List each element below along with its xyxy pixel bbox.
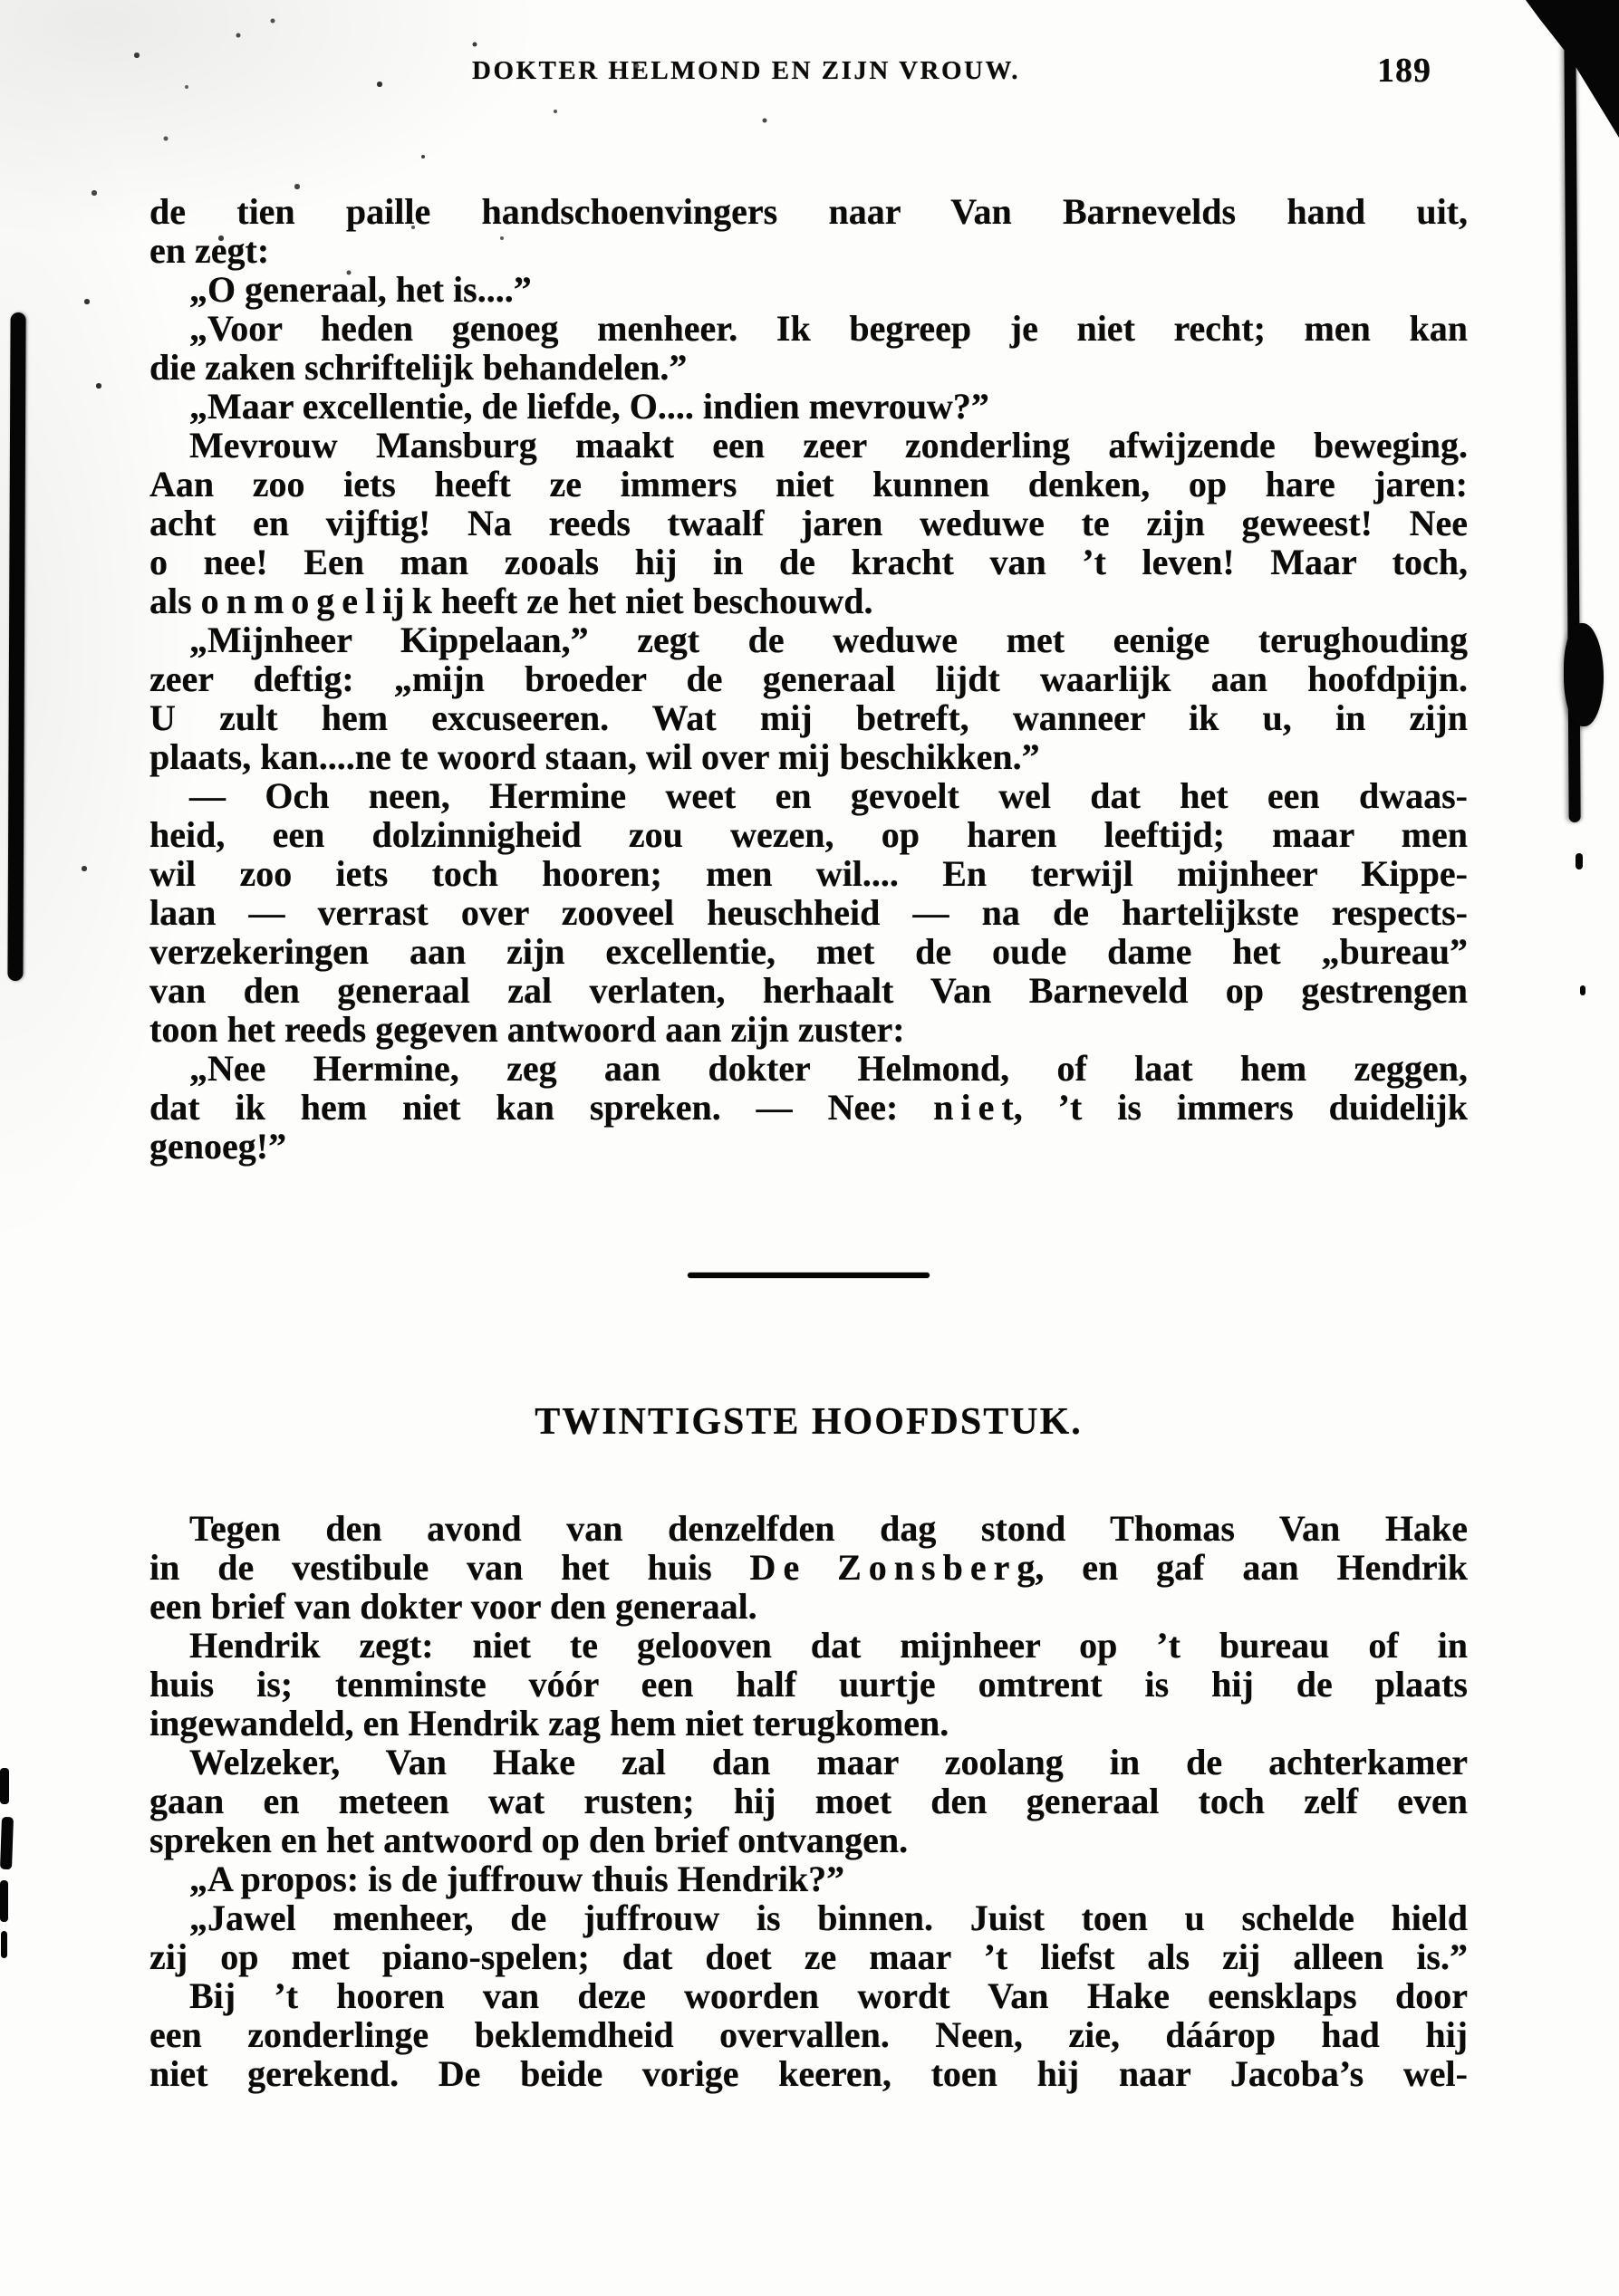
- text-line: U zult hem excuseeren. Wat mij betreft, wanneer ik u, in zijn: [149, 697, 1468, 738]
- text-line: Hendrik zegt: niet te gelooven dat mijnheer op ’t bureau of in: [189, 1625, 1468, 1666]
- text-line: Tegen den avond van denzelfden dag stond Thomas Van Hake: [189, 1508, 1468, 1549]
- right-edge-ink-speck-artifact: [1576, 853, 1583, 869]
- text-line: niet gerekend. De beide vorige keeren, toen hij naar Jacoba’s wel-: [149, 2053, 1468, 2094]
- text-line: in de vestibule van het huis D e Z o n s b e r g, en gaf aan Hendrik: [149, 1547, 1468, 1588]
- text-line: spreken en het antwoord op den brief ontvangen.: [149, 1820, 909, 1860]
- text-line: Bij ’t hooren van deze woorden wordt Van Hake eensklaps door: [189, 1975, 1468, 2016]
- paragraph: [149, 1049, 1468, 1166]
- left-edge-ink-tick-artifact: [0, 1880, 8, 1922]
- paragraph: [149, 387, 1468, 426]
- paragraph: [149, 1743, 1468, 1859]
- right-edge-ink-speck-artifact: [1580, 985, 1585, 995]
- text-line: een brief van dokter voor den generaal.: [149, 1586, 757, 1627]
- section-divider: [688, 1273, 930, 1278]
- text-line: plaats, kan....ne te woord staan, wil over mij beschikken.”: [149, 736, 1040, 777]
- text-line: verzekeringen aan zijn excellentie, met de oude dame het „bureau”: [149, 931, 1468, 972]
- paragraph: [149, 426, 1468, 620]
- paragraph: [149, 1898, 1468, 1976]
- paper-specks-artifact: [0, 0, 2, 2]
- text-line: „Nee Hermine, zeg aan dokter Helmond, of laat hem zeggen,: [189, 1048, 1468, 1089]
- text-line: acht en vijftig! Na reeds twaalf jaren weduwe te zijn geweest! Nee: [149, 503, 1468, 543]
- paragraph: [149, 309, 1468, 387]
- paragraph: [149, 270, 1468, 309]
- text-line: en zegt:: [149, 230, 270, 271]
- text-line: „O generaal, het is....”: [189, 269, 532, 310]
- running-title: DOKTER HELMOND EN ZIJN VROUW.: [472, 56, 1021, 85]
- text-line: gaan en meteen wat rusten; hij moet den generaal toch zelf even: [149, 1781, 1468, 1821]
- left-edge-ink-tick-artifact: [0, 1768, 9, 1804]
- text-line: de tien paille handschoenvingers naar Van Barnevelds hand uit,: [149, 191, 1468, 232]
- text-line: „Jawel menheer, de juffrouw is binnen. Juist toen u schelde hield: [189, 1897, 1468, 1938]
- chapter-heading: TWINTIGSTE HOOFDSTUK.: [535, 1401, 1083, 1443]
- text-line: „Maar excellentie, de liefde, O.... indien mevrouw?”: [189, 386, 989, 427]
- paragraph: [149, 776, 1468, 1049]
- text-line: zij op met piano-spelen; dat doet ze maar ’t liefst als zij alleen is.”: [149, 1936, 1468, 1977]
- page-number: 189: [1377, 52, 1431, 90]
- text-block-bottom: [149, 1509, 1468, 2093]
- text-line: van den generaal zal verlaten, herhaalt Van Barneveld op gestrengen: [149, 970, 1468, 1011]
- text-line: die zaken schriftelijk behandelen.”: [149, 347, 688, 388]
- left-edge-ink-bar-artifact: [7, 312, 25, 981]
- text-line: wil zoo iets toch hooren; men wil.... En terwijl mijnheer Kippe-: [149, 853, 1468, 894]
- text-line: een zonderlinge beklemdheid overvallen. Neen, zie, dáárop had hij: [149, 2014, 1468, 2055]
- text-line: — Och neen, Hermine weet en gevoelt wel dat het een dwaas-: [189, 775, 1468, 816]
- text-line: als o n m o g e l ij k heeft ze het niet beschouwd.: [149, 581, 873, 621]
- text-line: laan — verrast over zooveel heuschheid — na de hartelijkste respects-: [149, 892, 1468, 933]
- text-line: zeer deftig: „mijn broeder de generaal lijdt waarlijk aan hoofdpijn.: [149, 658, 1468, 699]
- text-line: „A propos: is de juffrouw thuis Hendrik?”: [189, 1859, 845, 1899]
- text-line: heid, een dolzinnigheid zou wezen, op haren leeftijd; maar men: [149, 814, 1468, 855]
- left-edge-ink-tick-artifact: [0, 1817, 14, 1869]
- paragraph: [149, 1626, 1468, 1743]
- paragraph: [149, 1976, 1468, 2093]
- text-line: Welzeker, Van Hake zal dan maar zoolang in de achterkamer: [189, 1742, 1468, 1782]
- left-edge-ink-tick-artifact: [1, 1931, 7, 1958]
- paragraph: [149, 1509, 1468, 1626]
- text-line: huis is; tenminste vóór een half uurtje omtrent is hij de plaats: [149, 1664, 1468, 1705]
- text-line: dat ik hem niet kan spreken. — Nee: n i e t, ’t is immers duidelijk: [149, 1087, 1468, 1128]
- text-block-top: [149, 192, 1468, 1166]
- paragraph: [149, 192, 1468, 270]
- right-edge-ink-blob-artifact: [1564, 623, 1604, 726]
- text-line: toon het reeds gegeven antwoord aan zijn zuster:: [149, 1009, 905, 1050]
- text-line: Mevrouw Mansburg maakt een zeer zonderling afwijzende beweging.: [189, 425, 1468, 466]
- text-line: Aan zoo iets heeft ze immers niet kunnen denken, op hare jaren:: [149, 464, 1468, 504]
- text-line: o nee! Een man zooals hij in de kracht van ’t leven! Maar toch,: [149, 542, 1468, 582]
- text-line: genoeg!”: [149, 1126, 287, 1167]
- text-line: „Mijnheer Kippelaan,” zegt de weduwe met eenige terughouding: [189, 620, 1468, 660]
- paragraph: [149, 620, 1468, 776]
- text-line: ingewandeld, en Hendrik zag hem niet terugkomen.: [149, 1703, 949, 1744]
- paragraph: [149, 1859, 1468, 1898]
- text-line: „Voor heden genoeg menheer. Ik begreep je niet recht; men kan: [189, 308, 1468, 349]
